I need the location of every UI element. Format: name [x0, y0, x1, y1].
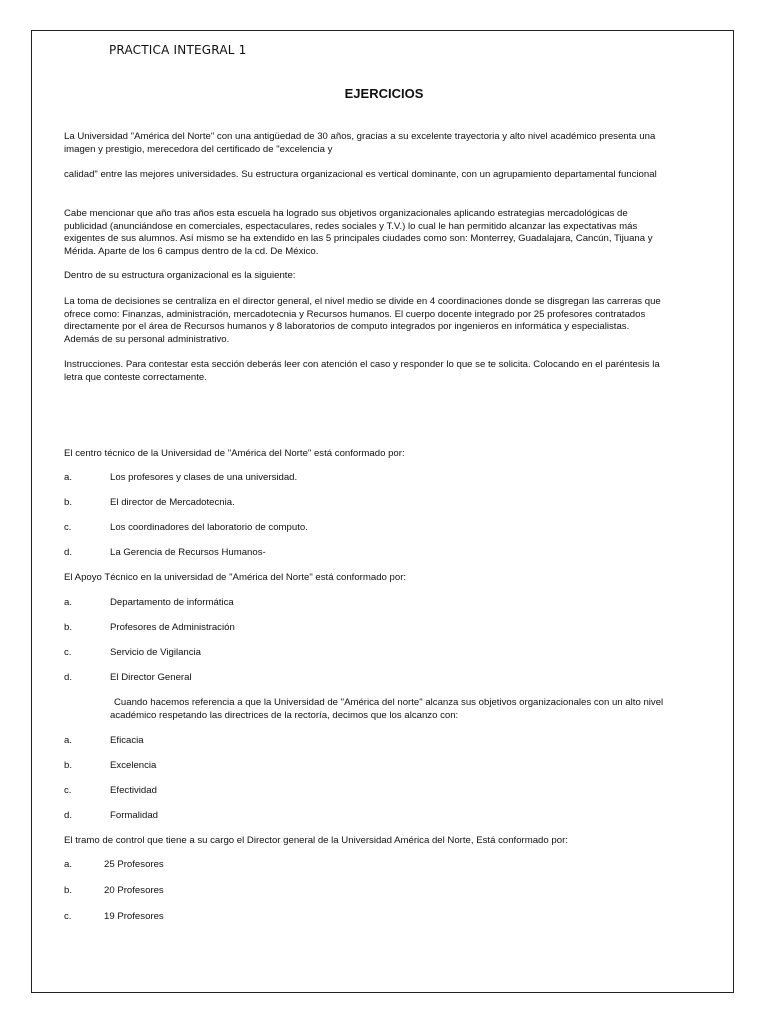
option-text: Eficacia — [110, 735, 144, 746]
option-text: Los profesores y clases de una universidad. — [110, 472, 298, 483]
option-text: Profesores de Administración — [110, 622, 235, 633]
option-text: 20 Profesores — [104, 885, 164, 896]
option-letter: a. — [64, 859, 73, 870]
option-text: La Gerencia de Recursos Humanos- — [110, 547, 266, 558]
intro-paragraph-3: Cabe mencionar que año tras años esta escuela ha logrado sus objetivos organizacionales aplicando estrategias mercadológicas de publicidad (anunciándose en comerciales, espectaculares, redes sociales y T.V.) lo cual le han permitido alcanzar las expectativas más exigentes de sus alumnos. Así mismo se ha extendido en las 5 principales ciudades como son: Monterrey, Guadalajara, Cancún, Tijuana y Mérida. Aparte de los 6 campus dentro de la cd. De México. — [64, 208, 653, 257]
option-text: Los coordinadores del laboratorio de computo. — [110, 522, 308, 533]
option-letter: d. — [64, 547, 73, 558]
question-3-prompt: Cuando hacemos referencia a que la Universidad de "América del norte" alcanza sus objetivos organizacionales con un alto nivel académico respetando las directrices de la rectoría, decimos que los alcanzo con: — [110, 697, 664, 721]
option-letter: b. — [64, 497, 73, 508]
intro-paragraph-2: calidad" entre las mejores universidades. Su estructura organizacional es vertical dominante, con un agrupamiento departamental funcional — [64, 169, 657, 180]
option-letter: c. — [64, 911, 72, 922]
intro-paragraph-1: La Universidad "América del Norte" con una antigüedad de 30 años, gracias a su excelente trayectoria y alto nivel académico presenta una imagen y prestigio, merecedora del certificado de "excelencia y — [64, 131, 656, 155]
option-letter: c. — [64, 785, 72, 796]
option-text: 25 Profesores — [104, 859, 164, 870]
option-letter: d. — [64, 672, 73, 683]
option-letter: b. — [64, 885, 73, 896]
intro-paragraph-4: Dentro de su estructura organizacional es la siguiente: — [64, 270, 296, 281]
option-text: El Director General — [110, 672, 192, 683]
option-letter: b. — [64, 622, 73, 633]
practice-header: PRACTICA INTEGRAL 1 — [109, 43, 247, 57]
option-text: El director de Mercadotecnia. — [110, 497, 235, 508]
option-letter: a. — [64, 597, 73, 608]
option-text: Formalidad — [110, 810, 158, 821]
option-letter: c. — [64, 647, 72, 658]
option-letter: d. — [64, 810, 73, 821]
option-text: 19 Profesores — [104, 911, 164, 922]
option-text: Excelencia — [110, 760, 157, 771]
question-2-prompt: El Apoyo Técnico en la universidad de "América del Norte" está conformado por: — [64, 572, 407, 583]
question-4-prompt: El tramo de control que tiene a su cargo el Director general de la Universidad América del Norte, Está conformado por: — [64, 835, 568, 846]
intro-paragraph-5: La toma de decisiones se centraliza en el director general, el nivel medio se divide en 4 coordinaciones donde se disgregan las carreras que ofrece como: Finanzas, administración, mercadotecnia y Recursos humanos. El cuerpo docente integrado por 25 profesores contratados directamente por el área de Recursos humanos y 8 laboratorios de computo integrados por ingenieros en informática y especialistas. Además de su personal administrativo. — [64, 296, 661, 345]
option-letter: c. — [64, 522, 72, 533]
question-1-prompt: El centro técnico de la Universidad de "América del Norte" está conformado por: — [64, 448, 405, 459]
option-letter: b. — [64, 760, 73, 771]
option-text: Efectividad — [110, 785, 157, 796]
option-text: Departamento de informática — [110, 597, 234, 608]
option-letter: a. — [64, 472, 73, 483]
instructions-paragraph: Instrucciones. Para contestar esta sección deberás leer con atención el caso y responder lo que se te solicita. Colocando en el paréntesis la letra que conteste correctamente. — [64, 359, 660, 383]
option-text: Servicio de Vigilancia — [110, 647, 202, 658]
page-title: EJERCICIOS — [344, 86, 424, 101]
option-letter: a. — [64, 735, 73, 746]
